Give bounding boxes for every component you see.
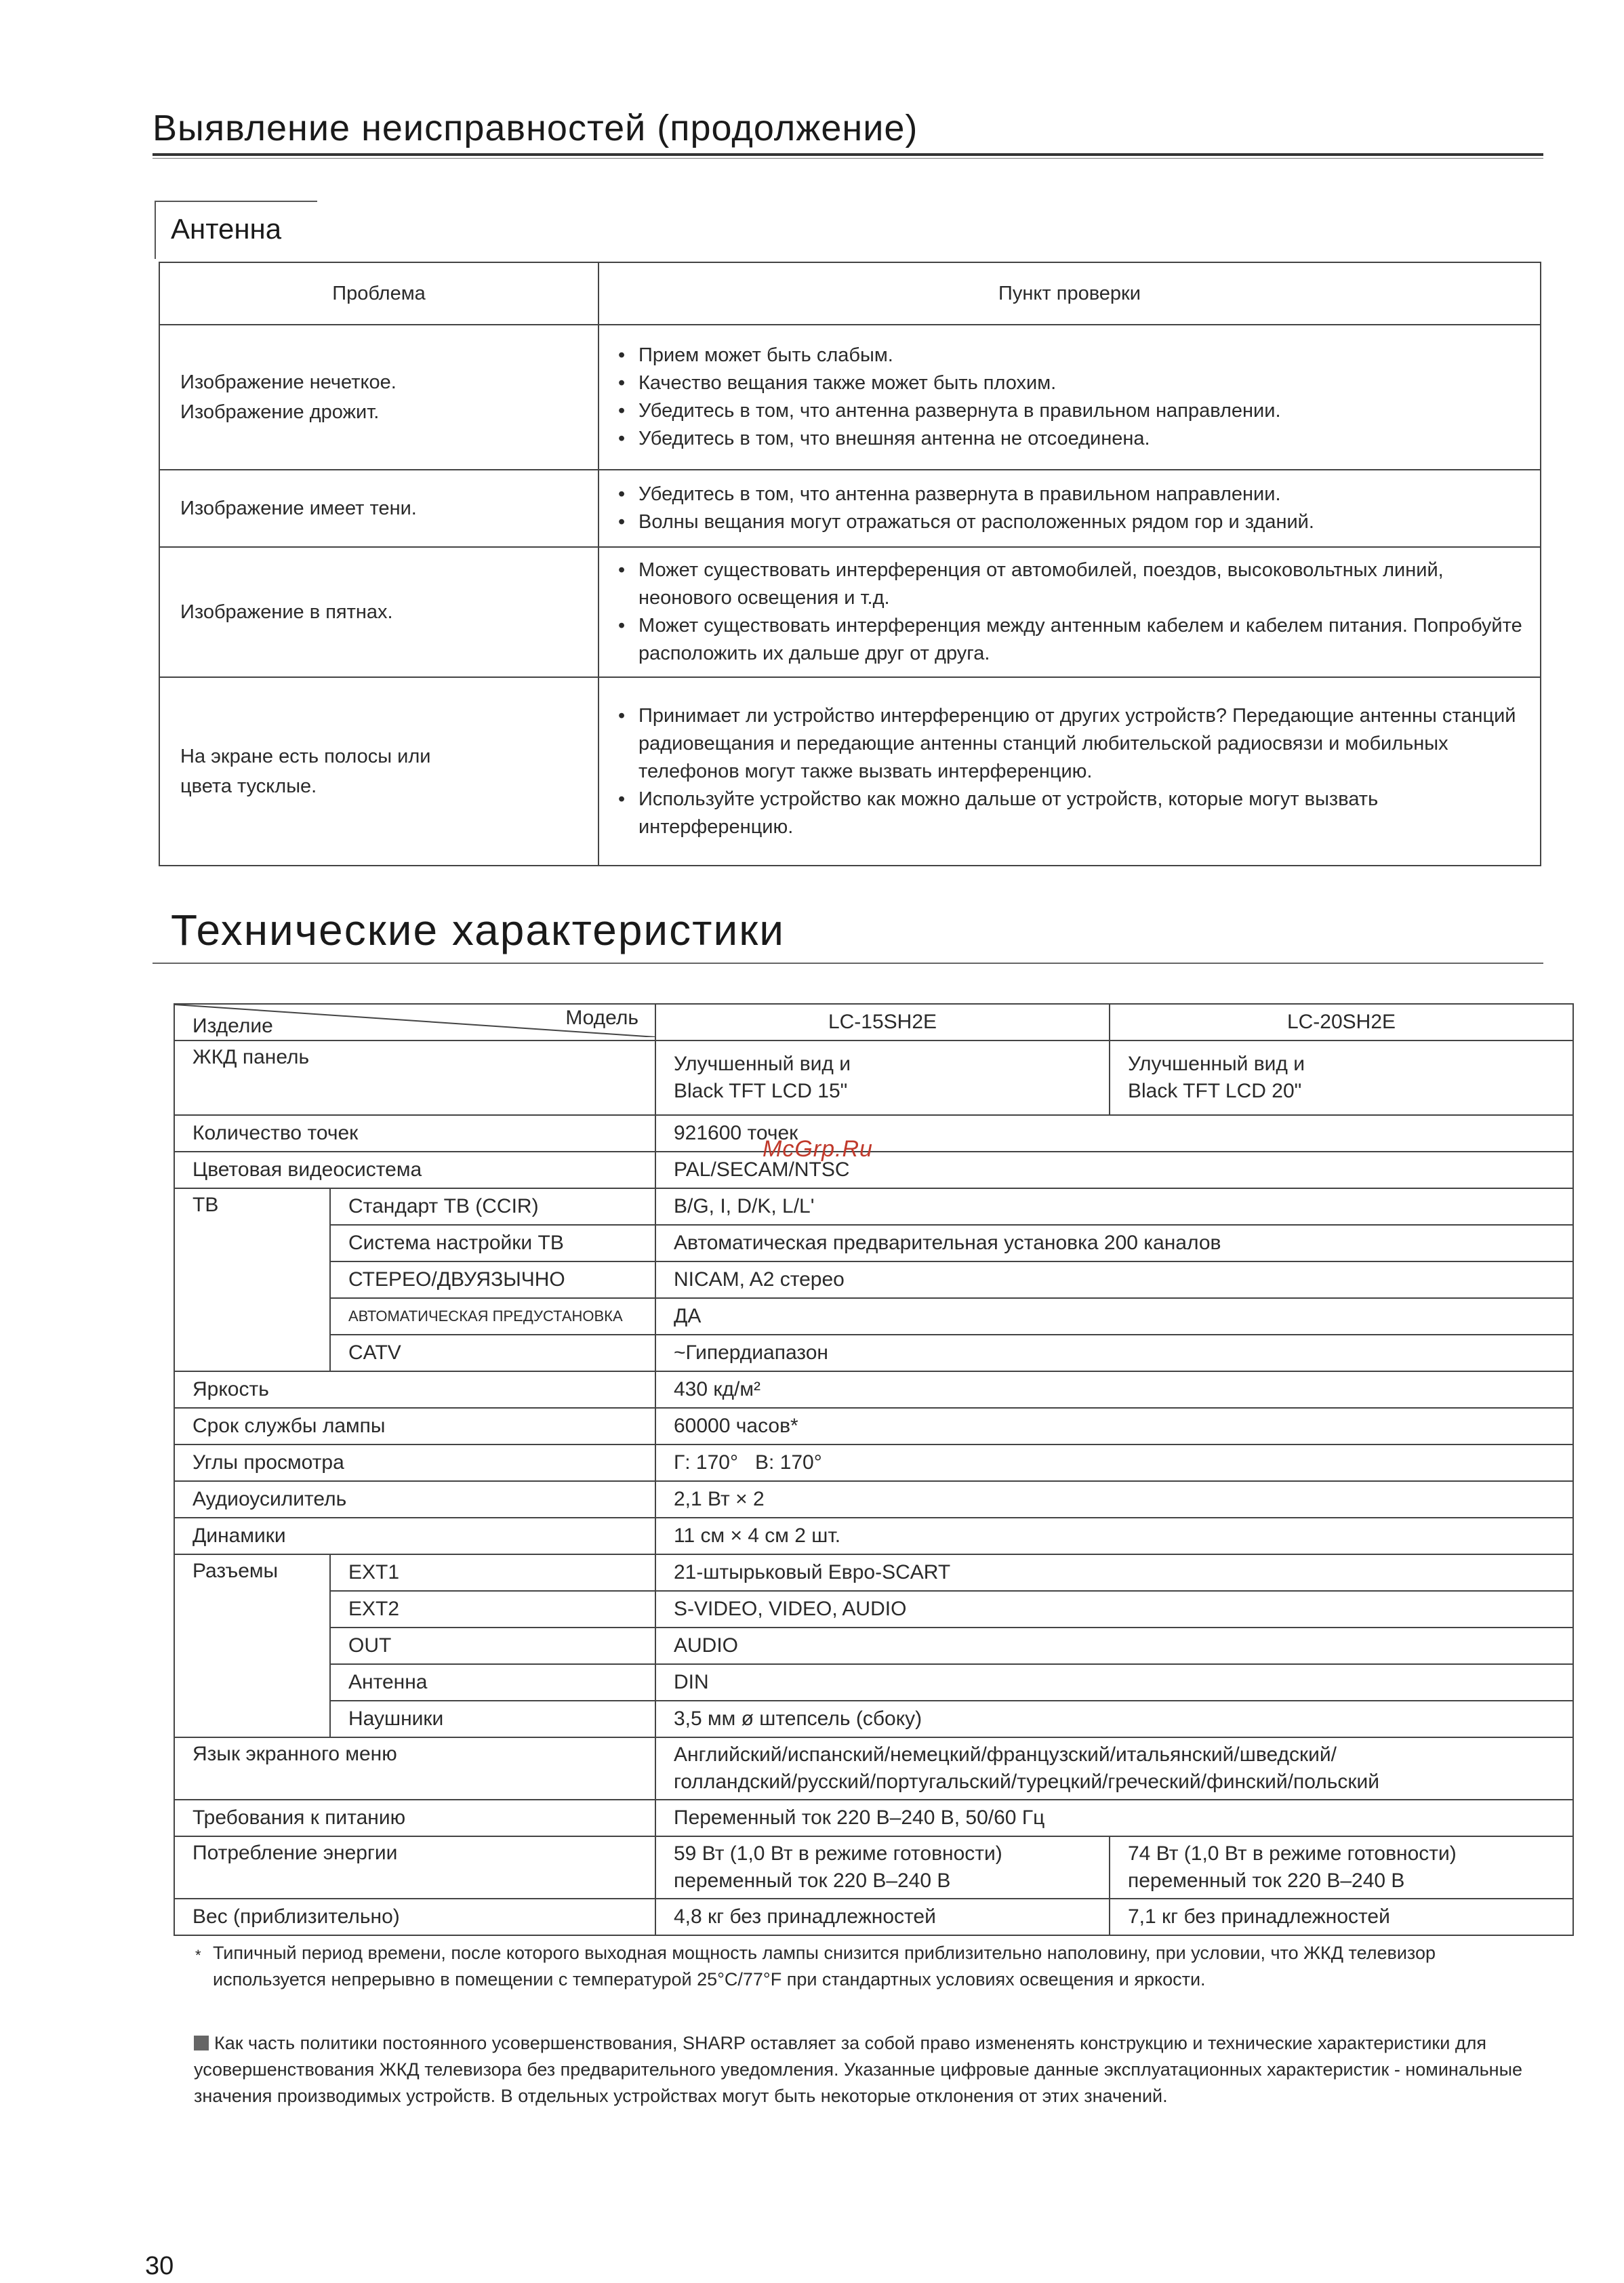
spec-label: Динамики [174, 1518, 655, 1554]
list-item: • Убедитесь в том, что антенна развернута в правильном направлении. [615, 397, 1524, 425]
col-header-check: Пункт проверки [598, 262, 1541, 325]
problem-cell: Изображение имеет тени. [159, 470, 598, 547]
spec-value: NICAM, A2 стерео [655, 1261, 1573, 1298]
title-rule-thin [153, 158, 1543, 159]
spec-value: Улучшенный вид и Black TFT LCD 15" [655, 1041, 1110, 1115]
spec-value: B/G, I, D/K, L/L' [655, 1188, 1573, 1225]
spec-value: 430 кд/м² [655, 1371, 1573, 1408]
spec-label: Вес (приблизительно) [174, 1899, 655, 1935]
list-item: • Прием может быть слабым. [615, 342, 1524, 369]
model-1: LC-15SH2E [655, 1004, 1110, 1041]
corner-item-label: Изделие [192, 1015, 273, 1037]
list-item: • Может существовать интерференция от автомобилей, поездов, высоковольтных линий, неонового освещения и т.д. [615, 557, 1524, 612]
footnote-asterisk: * [195, 1947, 201, 1964]
watermark: McGrp.Ru [763, 1136, 873, 1162]
specs-heading: Технические характеристики [171, 906, 785, 954]
spec-label: Аудиоусилитель [174, 1481, 655, 1518]
spec-value: AUDIO [655, 1628, 1573, 1664]
section-title-antenna: Антенна [171, 213, 282, 245]
table-row [159, 677, 1541, 866]
spec-value: 11 см × 4 см 2 шт. [655, 1518, 1573, 1554]
spec-value: 921600 точек [655, 1115, 1573, 1152]
spec-value: 74 Вт (1,0 Вт в режиме готовности) переменный ток 220 В–240 В [1110, 1836, 1573, 1899]
page-number: 30 [145, 2252, 174, 2280]
spec-sublabel: OUT [330, 1628, 655, 1664]
spec-label: Цветовая видеосистема [174, 1152, 655, 1188]
spec-sublabel: EXT1 [330, 1554, 655, 1591]
list-item: • Может существовать интерференция между антенным кабелем и кабелем питания. Попробуйте расположить их дальше друг от друга. [615, 612, 1524, 668]
section-bracket-left [155, 201, 156, 259]
section-bracket-top [155, 201, 317, 202]
spec-sublabel: Система настройки ТВ [330, 1225, 655, 1261]
check-cell [598, 470, 1541, 547]
spec-value: 4,8 кг без принадлежностей [655, 1899, 1110, 1935]
spec-value: PAL/SECAM/NTSC [655, 1152, 1573, 1188]
spec-value: 59 Вт (1,0 Вт в режиме готовности) переменный ток 220 В–240 В [655, 1836, 1110, 1899]
spec-label: Количество точек [174, 1115, 655, 1152]
spec-label: Яркость [174, 1371, 655, 1408]
specs-heading-rule [153, 963, 1543, 964]
spec-value: Улучшенный вид и Black TFT LCD 20" [1110, 1041, 1573, 1115]
list-item: • Качество вещания также может быть плохим. [615, 369, 1524, 397]
list-item: • Убедитесь в том, что антенна развернута в правильном направлении. [615, 481, 1524, 508]
model-2: LC-20SH2E [1110, 1004, 1573, 1041]
corner-model-label: Модель [565, 1007, 638, 1029]
spec-value: 2,1 Вт × 2 [655, 1481, 1573, 1518]
list-item: • Используйте устройство как можно дальше от устройств, которые могут вызвать интерференцию. [615, 786, 1524, 841]
spec-label: Срок службы лампы [174, 1408, 655, 1444]
spec-value: 60000 часов* [655, 1408, 1573, 1444]
title-rule [153, 153, 1543, 156]
spec-value: ~Гипердиапазон [655, 1335, 1573, 1371]
check-cell [598, 677, 1541, 866]
spec-value: S-VIDEO, VIDEO, AUDIO [655, 1591, 1573, 1628]
spec-sublabel: СТЕРЕО/ДВУЯЗЫЧНО [330, 1261, 655, 1298]
corner-header [174, 1004, 655, 1041]
problem-cell: Изображение нечеткое. Изображение дрожит. [159, 325, 598, 470]
footnote-policy: Как часть политики постоянного усовершенствования, SHARP оставляет за собой право измененять конструкцию и технические характеристики для усовершенствования ЖКД телевизора без предварительного уведомления. Указанные цифровые данные эксплуатационных характеристик - номинальные значения производимых устройств. В отдельных устройствах могут быть некоторые отклонения от этих значений. [194, 2033, 1523, 2106]
spec-value: 3,5 мм ø штепсель (сбоку) [655, 1701, 1573, 1737]
troubleshooting-table [159, 262, 1541, 866]
spec-sublabel: EXT2 [330, 1591, 655, 1628]
list-item: • Волны вещания могут отражаться от расположенных рядом гор и зданий. [615, 508, 1524, 536]
spec-sublabel: Наушники [330, 1701, 655, 1737]
spec-value: Английский/испанский/немецкий/французский/итальянский/шведский/ голландский/русский/португальский/турецкий/греческий/финский/польский [655, 1737, 1573, 1800]
spec-value: Г: 170° В: 170° [655, 1444, 1573, 1481]
spec-value: Автоматическая предварительная установка 200 каналов [655, 1225, 1573, 1261]
spec-label: Углы просмотра [174, 1444, 655, 1481]
spec-label: Требования к питанию [174, 1800, 655, 1836]
spec-sublabel: Стандарт ТВ (CCIR) [330, 1188, 655, 1225]
list-item: • Принимает ли устройство интерференцию от других устройств? Передающие антенны станций радиовещания и передающие антенны станций любительской радиосвязи и мобильных телефонов могут также вызвать интерференцию. [615, 702, 1524, 786]
table-row [159, 470, 1541, 547]
spec-label: Потребление энергии [174, 1836, 655, 1899]
specs-table [174, 1003, 1574, 1936]
col-header-problem: Проблема [159, 262, 598, 325]
page-title: Выявление неисправностей (продолжение) [153, 108, 918, 148]
list-item: • Убедитесь в том, что внешняя антенна не отсоединена. [615, 425, 1524, 453]
check-cell [598, 547, 1541, 677]
problem-cell: На экране есть полосы или цвета тусклые. [159, 677, 598, 866]
square-bullet-icon [194, 2036, 209, 2050]
spec-value: ДА [655, 1298, 1573, 1335]
check-cell [598, 325, 1541, 470]
footnote-lamp: Типичный период времени, после которого выходная мощность лампы снизится приблизительно наполовину, при условии, что ЖКД телевизор используется непрерывно в помещении с температурой 25°C/77°F при стандартных условиях освещения и яркости. [213, 1943, 1436, 1989]
spec-value: Переменный ток 220 В–240 В, 50/60 Гц [655, 1800, 1573, 1836]
spec-sublabel: АВТОМАТИЧЕСКАЯ ПРЕДУСТАНОВКА [330, 1298, 655, 1335]
spec-value: DIN [655, 1664, 1573, 1701]
spec-sublabel: CATV [330, 1335, 655, 1371]
spec-label: ЖКД панель [174, 1041, 655, 1115]
table-row [159, 547, 1541, 677]
spec-group-label: Разъемы [174, 1554, 330, 1737]
problem-cell: Изображение в пятнах. [159, 547, 598, 677]
spec-value: 7,1 кг без принадлежностей [1110, 1899, 1573, 1935]
table-row [159, 325, 1541, 470]
spec-value: 21-штырьковый Евро-SCART [655, 1554, 1573, 1591]
spec-sublabel: Антенна [330, 1664, 655, 1701]
spec-group-label: ТВ [174, 1188, 330, 1371]
spec-label: Язык экранного меню [174, 1737, 655, 1800]
